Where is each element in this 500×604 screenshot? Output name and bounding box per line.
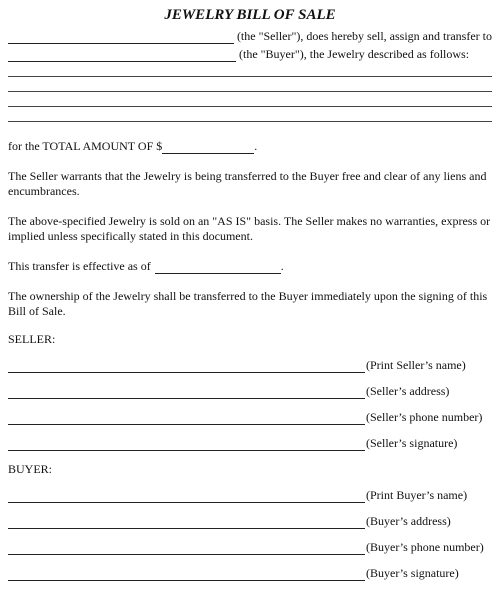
seller-address-line[interactable] <box>8 386 365 399</box>
buyer-signature-row <box>8 565 492 581</box>
effective-date-label: This transfer is effective as of <box>8 259 151 273</box>
description-line[interactable] <box>8 92 492 107</box>
as-is-paragraph: The above-specified Jewelry is sold on an "AS IS" basis. The Seller makes no warranties, express or implied unless specifically stated in this document. <box>8 214 491 243</box>
ownership-paragraph: The ownership of the Jewelry shall be transferred to the Buyer immediately upon the signing of this Bill of Sale. <box>8 289 488 318</box>
buyer-print-name-label: (Print Buyer’s name) <box>366 488 468 502</box>
seller-address-row <box>8 383 492 399</box>
effective-date-blank[interactable] <box>155 261 281 274</box>
seller-heading: SELLER: <box>8 332 56 346</box>
total-amount-blank[interactable] <box>162 141 254 154</box>
seller-intro-text: (the "Seller"), does hereby sell, assign and transfer to <box>236 29 492 43</box>
bill-of-sale-page <box>0 6 500 604</box>
description-line[interactable] <box>8 62 492 77</box>
buyer-phone-line[interactable] <box>8 542 365 555</box>
seller-phone-line[interactable] <box>8 412 365 425</box>
document-title: JEWELRY BILL OF SALE <box>164 7 336 23</box>
seller-address-label: (Seller’s address) <box>366 384 450 398</box>
buyer-phone-row <box>8 539 492 555</box>
buyer-heading: BUYER: <box>8 462 53 476</box>
seller-intro-row <box>8 28 492 44</box>
buyer-address-line[interactable] <box>8 516 365 529</box>
total-amount-row <box>8 138 492 154</box>
buyer-intro-row <box>8 46 492 62</box>
seller-phone-label: (Seller’s phone number) <box>366 410 483 424</box>
buyer-address-label: (Buyer’s address) <box>366 514 451 528</box>
buyer-phone-label: (Buyer’s phone number) <box>366 540 484 554</box>
buyer-intro-text: (the "Buyer"), the Jewelry described as follows: <box>239 47 470 61</box>
seller-print-name-label: (Print Seller’s name) <box>366 358 466 372</box>
seller-print-name-row <box>8 357 492 373</box>
seller-signature-row <box>8 435 492 451</box>
seller-print-name-line[interactable] <box>8 360 365 373</box>
effective-date-period: . <box>280 259 284 273</box>
buyer-signature-label: (Buyer’s signature) <box>366 566 459 580</box>
total-amount-label: for the TOTAL AMOUNT OF $ <box>8 139 163 153</box>
jewelry-description-lines[interactable] <box>8 62 492 122</box>
buyer-signature-line[interactable] <box>8 568 365 581</box>
buyer-print-name-row <box>8 487 492 503</box>
warranty-paragraph: The Seller warrants that the Jewelry is being transferred to the Buyer free and clear of any liens and encumbrances. <box>8 169 487 198</box>
seller-phone-row <box>8 409 492 425</box>
seller-name-blank[interactable] <box>8 31 234 44</box>
buyer-print-name-line[interactable] <box>8 490 365 503</box>
seller-signature-line[interactable] <box>8 438 365 451</box>
total-amount-period: . <box>254 139 258 153</box>
buyer-address-row <box>8 513 492 529</box>
buyer-name-blank[interactable] <box>8 49 236 62</box>
seller-signature-label: (Seller’s signature) <box>366 436 458 450</box>
description-line[interactable] <box>8 77 492 92</box>
effective-date-row <box>8 258 492 274</box>
description-line[interactable] <box>8 107 492 122</box>
